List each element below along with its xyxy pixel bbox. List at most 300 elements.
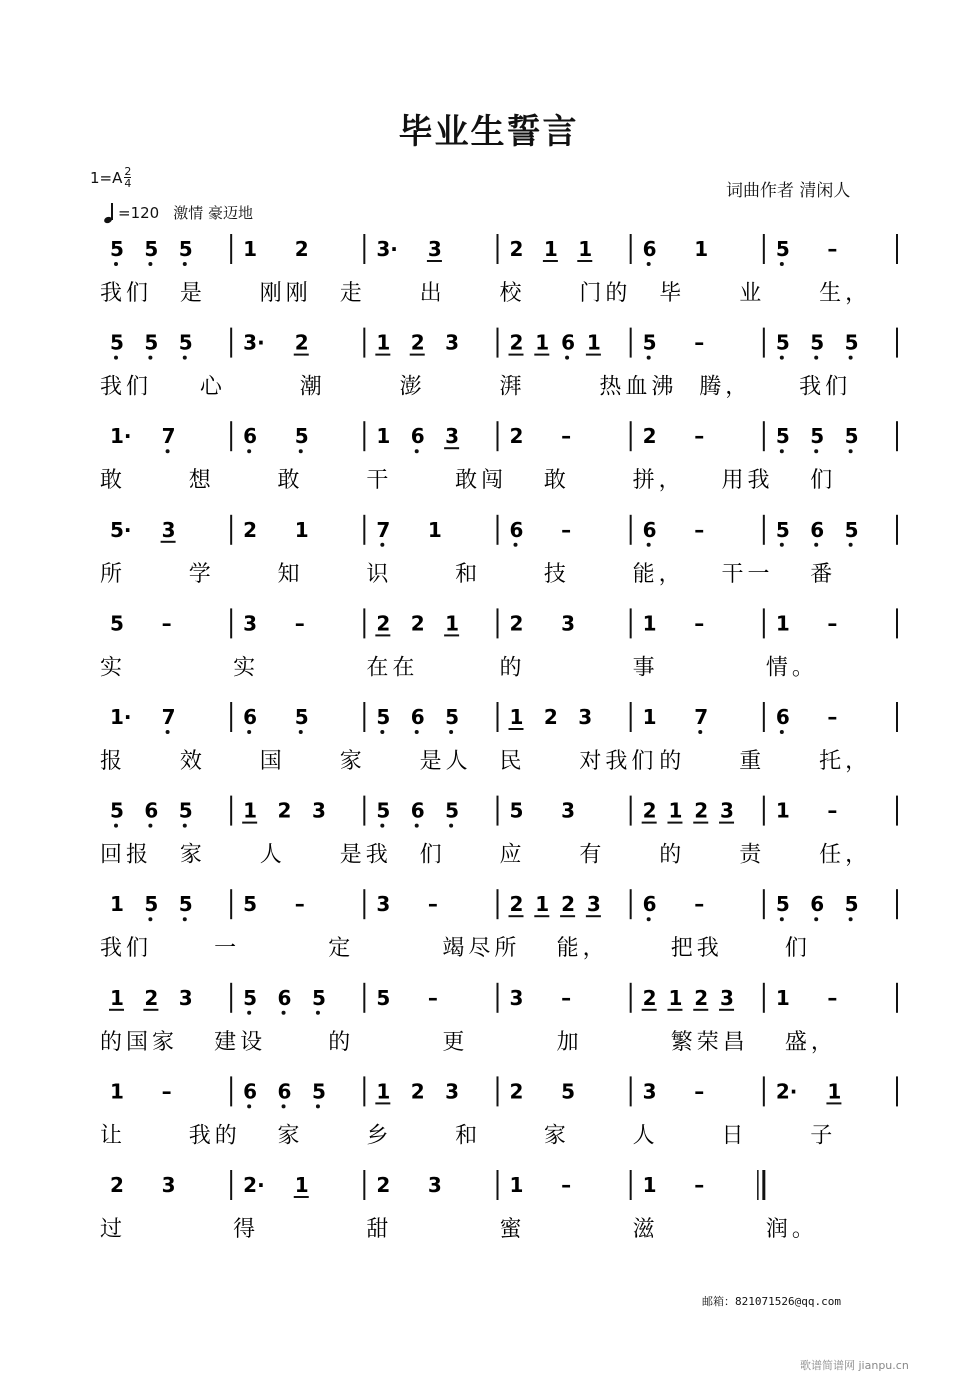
octave-dot: [148, 262, 152, 266]
note: –: [294, 611, 305, 636]
lyric-syllable: 是: [179, 281, 206, 306]
octave-dot: [114, 824, 118, 828]
lyric-syllable: 民: [499, 749, 526, 774]
lyric-syllable: 乡: [366, 1123, 393, 1149]
note: –: [561, 424, 572, 449]
octave-dot: [814, 356, 818, 360]
note: 5: [144, 237, 159, 261]
note: 5: [561, 1079, 576, 1104]
note: 5: [445, 798, 460, 823]
note: 7: [161, 424, 176, 449]
lyric-syllable: 番: [810, 561, 837, 587]
lyric-syllable: 的: [328, 1029, 355, 1055]
lyric-syllable: 业: [739, 281, 766, 306]
time-den: 4: [124, 177, 132, 190]
octave-dot: [183, 356, 187, 360]
time-num: 2: [124, 165, 132, 178]
octave-dot: [647, 356, 651, 360]
lyric-syllable: 是人: [419, 749, 472, 774]
note: 6: [243, 1079, 258, 1104]
note: 1: [535, 892, 550, 917]
lyric-syllable: 们: [784, 936, 811, 962]
note: 1: [642, 1173, 657, 1197]
note: 5: [178, 330, 193, 355]
octave-dot: [282, 1104, 286, 1108]
note: 3: [178, 985, 193, 1010]
note: 1: [694, 237, 709, 261]
note: 7: [694, 705, 709, 729]
octave-dot: [647, 262, 651, 266]
note: –: [294, 892, 305, 917]
octave-dot: [565, 356, 569, 360]
octave-dot: [380, 730, 384, 734]
lyric-syllable: 用我: [721, 468, 774, 494]
lyric-syllable: 家: [339, 749, 366, 774]
note: 6: [775, 705, 790, 729]
lyric-syllable: 干一: [721, 561, 774, 587]
note: 1: [376, 424, 391, 449]
octave-dot: [849, 356, 853, 360]
lyric-syllable: 能，: [556, 936, 609, 962]
note: 6: [642, 892, 657, 917]
note: 5: [144, 330, 159, 355]
lyric-syllable: 国: [259, 749, 286, 774]
octave-dot: [849, 917, 853, 921]
octave-dot: [299, 730, 303, 734]
note: 2·: [775, 1079, 798, 1104]
note: 2: [410, 330, 425, 355]
octave-dot: [247, 1104, 251, 1108]
note: 2: [509, 424, 524, 449]
note: 2: [694, 985, 709, 1010]
note: 2: [694, 798, 709, 823]
lyric-syllable: 拼，: [632, 468, 685, 494]
note: 5: [294, 424, 309, 449]
note: 5: [144, 892, 159, 917]
note: 1: [294, 1173, 309, 1197]
note: 3·: [376, 237, 398, 261]
lyric-syllable: 我们: [799, 374, 852, 400]
note: 5: [376, 985, 391, 1010]
lyric-syllable: 有: [579, 842, 606, 868]
note: 2·: [243, 1173, 265, 1197]
note: 6: [277, 1079, 292, 1104]
lyric-syllable: 子: [810, 1123, 837, 1149]
lyric-syllable: 的: [659, 749, 686, 774]
note: 3: [586, 892, 601, 917]
lyric-syllable: 责: [739, 842, 766, 868]
lyric-syllable: 生，: [819, 281, 872, 306]
note: 5: [243, 892, 258, 917]
lyric-syllable: 干: [366, 468, 393, 494]
lyric-syllable: 敢: [277, 468, 304, 494]
note: 1: [543, 237, 558, 261]
octave-dot: [814, 449, 818, 453]
octave-dot: [698, 730, 702, 734]
lyric-syllable: 人: [632, 1123, 659, 1149]
note: 1: [110, 892, 124, 917]
lyric-syllable: 定: [328, 936, 355, 962]
note: 2: [410, 611, 425, 636]
note: 1: [243, 798, 258, 823]
octave-dot: [183, 824, 187, 828]
octave-dot: [849, 543, 853, 547]
note: –: [694, 330, 705, 355]
note: 2: [376, 611, 391, 636]
note: 5: [376, 705, 391, 729]
lyric-syllable: 敢: [100, 468, 127, 494]
octave-dot: [114, 356, 118, 360]
lyric-syllable: 让: [100, 1123, 127, 1149]
note: 6: [410, 798, 425, 823]
note: 6: [144, 798, 159, 823]
lyric-syllable: 我们: [100, 374, 153, 400]
note: –: [694, 1079, 705, 1104]
lyric-syllable: 是我: [339, 842, 392, 868]
note: 2: [509, 330, 524, 355]
note: 6: [410, 424, 425, 449]
lyric-syllable: 托，: [819, 749, 872, 774]
note: –: [561, 985, 572, 1010]
note: –: [827, 705, 838, 729]
lyric-syllable: 回报: [100, 842, 153, 868]
octave-dot: [316, 1104, 320, 1108]
lyric-syllable: 一: [214, 936, 241, 962]
lyric-syllable: 热血沸: [599, 374, 678, 400]
note: 3: [561, 798, 576, 823]
lyric-syllable: 我们: [100, 936, 153, 962]
song-title: 毕业生誓言: [398, 112, 579, 152]
note: 3: [578, 705, 593, 729]
lyric-syllable: 门的: [579, 281, 632, 306]
lyric-syllable: 校: [499, 281, 526, 306]
note: 1: [535, 330, 550, 355]
note: 2: [642, 798, 657, 823]
note: –: [561, 517, 572, 542]
octave-dot: [814, 917, 818, 921]
octave-dot: [514, 543, 518, 547]
note: 5: [810, 330, 825, 355]
lyric-syllable: 事: [632, 655, 659, 681]
note: –: [827, 611, 838, 636]
note: 5: [311, 985, 326, 1010]
octave-dot: [247, 449, 251, 453]
note: 3: [445, 424, 460, 449]
lyric-syllable: 对我们: [579, 749, 658, 774]
note: 5: [376, 798, 391, 823]
note: 2: [110, 1173, 124, 1197]
note: 5·: [110, 517, 132, 542]
octave-dot: [415, 824, 419, 828]
lyric-syllable: 识: [366, 561, 393, 587]
octave-dot: [316, 1011, 320, 1015]
note: 1: [509, 1173, 524, 1197]
note: 2: [642, 424, 657, 449]
note: 6: [243, 424, 258, 449]
octave-dot: [380, 543, 384, 547]
octave-dot: [166, 730, 170, 734]
lyric-syllable: 建设: [214, 1029, 267, 1055]
note: 1: [827, 1079, 842, 1104]
composer-credit: 词曲作者 清闲人: [726, 181, 851, 201]
note: 3: [561, 611, 576, 636]
lyric-syllable: 潮: [299, 374, 326, 400]
note: 5: [243, 985, 258, 1010]
note: 1: [294, 517, 309, 542]
note: 2: [509, 237, 524, 261]
note: 3·: [243, 330, 265, 355]
octave-dot: [247, 730, 251, 734]
octave-dot: [415, 730, 419, 734]
note: 1: [668, 985, 683, 1010]
note: 3: [720, 985, 734, 1010]
note: 3: [445, 1079, 460, 1104]
note: 2: [509, 611, 524, 636]
note: 6: [810, 517, 825, 542]
octave-dot: [780, 543, 784, 547]
octave-dot: [780, 262, 784, 266]
lyric-syllable: 们: [810, 468, 837, 494]
tempo-character: 激情 豪迈地: [173, 204, 253, 222]
lyric-syllable: 和: [455, 1123, 482, 1149]
note: 2: [509, 892, 524, 917]
note: 7: [161, 705, 176, 729]
note: 1: [110, 985, 124, 1010]
note: 5: [775, 330, 790, 355]
lyric-syllable: 情。: [765, 655, 818, 681]
octave-dot: [449, 824, 453, 828]
note: –: [694, 611, 705, 636]
note: 6: [243, 705, 258, 729]
lyric-syllable: 腾，: [699, 374, 752, 400]
lyric-syllable: 我们: [100, 281, 153, 306]
note: 5: [844, 892, 859, 917]
lyric-syllable: 甜: [366, 1217, 393, 1242]
octave-dot: [647, 543, 651, 547]
octave-dot: [380, 824, 384, 828]
lyric-syllable: 我的: [188, 1123, 241, 1149]
note: 5: [178, 798, 193, 823]
note: 2: [543, 705, 558, 729]
lyric-syllable: 走: [339, 281, 366, 306]
note: 5: [110, 798, 124, 823]
lyric-syllable: 所: [100, 561, 127, 587]
note: –: [561, 1173, 572, 1197]
lyric-syllable: 的国家: [100, 1029, 179, 1055]
lyric-syllable: 敢: [543, 468, 570, 494]
lyric-syllable: 敢闯: [455, 468, 508, 494]
note: 6: [810, 892, 825, 917]
lyric-syllable: 毕: [659, 281, 686, 306]
note: 1: [445, 611, 460, 636]
note: 1: [509, 705, 524, 729]
note: 3: [642, 1079, 657, 1104]
note: 2: [561, 892, 576, 917]
note: 3: [311, 798, 326, 823]
lyric-syllable: 效: [179, 749, 206, 774]
note: 2: [294, 330, 309, 355]
lyric-syllable: 报: [100, 749, 127, 774]
lyric-syllable: 心: [199, 374, 226, 400]
lyric-syllable: 滋: [632, 1217, 659, 1242]
octave-dot: [148, 824, 152, 828]
note: 6: [561, 330, 576, 355]
note: 3: [161, 517, 176, 542]
note: 5: [642, 330, 657, 355]
note: –: [827, 798, 838, 823]
note: 1: [243, 237, 258, 261]
note: 1: [427, 517, 442, 542]
octave-dot: [282, 1011, 286, 1015]
note: 3: [427, 237, 442, 261]
note: 5: [775, 237, 790, 261]
note: 1: [586, 330, 601, 355]
note: 5: [178, 892, 193, 917]
note: 1: [110, 1079, 124, 1104]
note: 3: [243, 611, 258, 636]
lyric-syllable: 的: [659, 842, 686, 868]
note: 3: [509, 985, 524, 1010]
note: 2: [376, 1173, 391, 1197]
octave-dot: [449, 730, 453, 734]
key-prefix: 1=A: [90, 168, 123, 187]
lyric-syllable: 得: [233, 1217, 260, 1242]
note: 7: [376, 517, 391, 542]
lyric-syllable: 刚刚: [259, 281, 312, 306]
note: 3: [427, 1173, 442, 1197]
note: 1: [668, 798, 683, 823]
note: 2: [144, 985, 159, 1010]
note: 1: [376, 330, 391, 355]
lyric-syllable: 在在: [366, 655, 419, 681]
octave-dot: [780, 449, 784, 453]
note: 5: [844, 517, 859, 542]
note: 6: [410, 705, 425, 729]
note: 1: [775, 611, 790, 636]
octave-dot: [849, 449, 853, 453]
octave-dot: [780, 356, 784, 360]
octave-dot: [183, 262, 187, 266]
lyric-syllable: 家: [543, 1123, 570, 1149]
note: 3: [720, 798, 734, 823]
note: 5: [445, 705, 460, 729]
note: –: [827, 237, 838, 261]
note: –: [427, 892, 438, 917]
lyric-syllable: 能，: [632, 561, 685, 587]
note: 3: [161, 1173, 176, 1197]
octave-dot: [114, 262, 118, 266]
lyric-syllable: 蜜: [499, 1217, 526, 1242]
lyric-syllable: 实: [233, 655, 260, 681]
lyric-syllable: 技: [543, 561, 570, 587]
octave-dot: [166, 449, 170, 453]
lyric-syllable: 出: [419, 281, 446, 306]
note: –: [161, 1079, 172, 1104]
tempo-value: =120: [118, 203, 160, 222]
octave-dot: [780, 917, 784, 921]
note: –: [694, 424, 705, 449]
octave-dot: [299, 449, 303, 453]
note: 6: [642, 517, 657, 542]
note: 1: [376, 1079, 391, 1104]
lyric-syllable: 澎: [399, 374, 426, 400]
note: 5: [775, 517, 790, 542]
note: 5: [294, 705, 309, 729]
note: 1: [775, 798, 790, 823]
lyric-syllable: 盛，: [784, 1029, 837, 1055]
note: 2: [410, 1079, 425, 1104]
site-watermark: 歌谱简谱网 jianpu.cn: [800, 1359, 909, 1372]
note: 2: [642, 985, 657, 1010]
note: 5: [775, 424, 790, 449]
note: –: [694, 1173, 705, 1197]
lyric-syllable: 的: [499, 655, 526, 681]
note: 1: [642, 705, 657, 729]
note: 5: [775, 892, 790, 917]
lyric-syllable: 人: [259, 842, 286, 868]
lyric-syllable: 竭尽所: [442, 936, 521, 962]
lyric-syllable: 实: [100, 655, 127, 681]
note: 5: [110, 611, 124, 636]
note: 6: [509, 517, 524, 542]
lyric-syllable: 们: [419, 842, 446, 868]
note: –: [694, 517, 705, 542]
note: –: [161, 611, 172, 636]
note: 2: [294, 237, 309, 261]
note: 1: [578, 237, 593, 261]
note: 5: [110, 237, 124, 261]
lyric-syllable: 应: [499, 842, 526, 868]
note: –: [694, 892, 705, 917]
note: –: [827, 985, 838, 1010]
lyric-syllable: 日: [721, 1123, 748, 1149]
lyric-syllable: 学: [188, 561, 215, 587]
note: 5: [509, 798, 524, 823]
lyric-syllable: 家: [277, 1123, 304, 1149]
lyric-syllable: 润。: [765, 1217, 818, 1242]
lyric-syllable: 把我: [670, 936, 723, 962]
note: 6: [642, 237, 657, 261]
lyric-syllable: 更: [442, 1029, 469, 1055]
note: 5: [844, 330, 859, 355]
lyric-syllable: 和: [455, 561, 482, 587]
note: 1: [775, 985, 790, 1010]
lyric-syllable: 任，: [819, 842, 872, 868]
note: 1·: [110, 705, 132, 729]
lyric-syllable: 想: [188, 468, 215, 494]
note: –: [427, 985, 438, 1010]
note: 5: [178, 237, 193, 261]
octave-dot: [247, 1011, 251, 1015]
lyric-syllable: 知: [277, 561, 304, 587]
note: 5: [311, 1079, 326, 1104]
note: 2: [509, 1079, 524, 1104]
email-credit: 邮箱：821071526@qq.com: [702, 1295, 841, 1308]
lyric-syllable: 过: [100, 1217, 127, 1242]
note: 6: [277, 985, 292, 1010]
octave-dot: [415, 449, 419, 453]
octave-dot: [148, 917, 152, 921]
lyric-syllable: 湃: [499, 374, 526, 400]
note: 5: [110, 330, 124, 355]
note: 3: [376, 892, 391, 917]
octave-dot: [148, 356, 152, 360]
octave-dot: [814, 543, 818, 547]
octave-dot: [780, 730, 784, 734]
note: 1·: [110, 424, 132, 449]
note: 2: [277, 798, 292, 823]
note: 2: [243, 517, 258, 542]
